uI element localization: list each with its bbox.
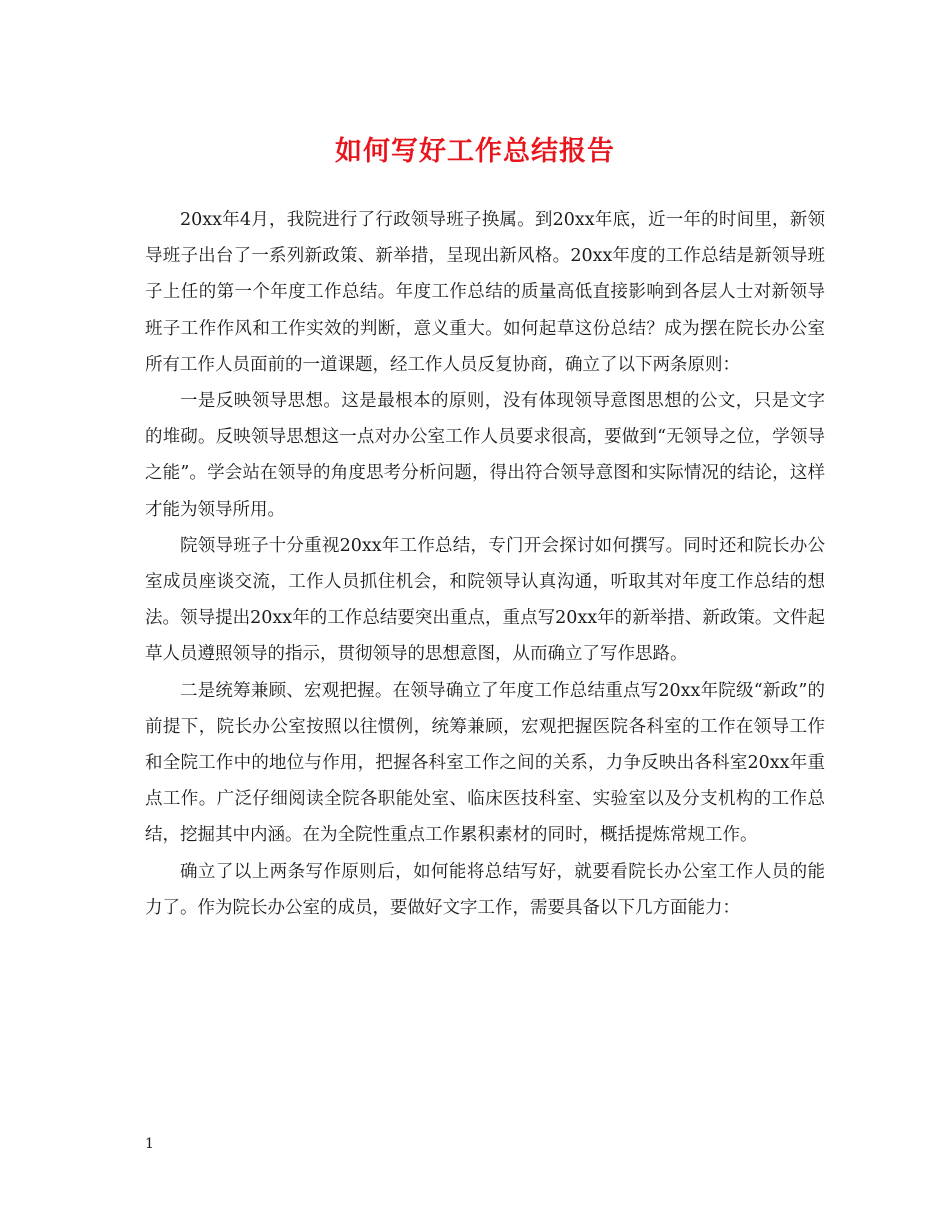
document-title: 如何写好工作总结报告 (335, 136, 615, 167)
paragraph-2: 一是反映领导思想。这是最根本的原则，没有体现领导意图思想的公文，只是文字的堆砌。反映领导思想这一点对办公室工作人员要求很高，要做到“无领导之位，学领导之能”。学会站在领导的角度思考分析问题，得出符合领导意图和实际情况的结论，这样才能为领导所用。 (145, 391, 825, 520)
paragraph-3: 院领导班子十分重视20xx年工作总结，专门开会探讨如何撰写。同时还和院长办公室成员座谈交流，工作人员抓住机会，和院领导认真沟通，听取其对年度工作总结的想法。领导提出20xx年的工作总结要突出重点，重点写20xx年的新举措、新政策。文件起草人员遵照领导的指示，贯彻领导的思想意图，从而确立了写作思路。 (145, 535, 825, 665)
page-number: 1 (145, 1136, 154, 1152)
paragraph-1: 20xx年4月，我院进行了行政领导班子换属。到20xx年底，近一年的时间里，新领导班子出台了一系列新政策、新举措，呈现出新风格。20xx年度的工作总结是新领导班子上任的第一个年度工作总结。年度工作总结的质量高低直接影响到各层人士对新领导班子工作作风和工作实效的判断，意义重大。如何起草这份总结？成为摆在院长办公室所有工作人员面前的一道课题，经工作人员反复协商，确立了以下两条原则： (145, 210, 825, 375)
paragraph-5: 确立了以上两条写作原则后，如何能将总结写好，就要看院长办公室工作人员的能力了。作为院长办公室的成员，要做好文字工作，需要具备以下几方面能力： (145, 861, 825, 918)
paragraph-4: 二是统筹兼顾、宏观把握。在领导确立了年度工作总结重点写20xx年院级“新政”的前提下，院长办公室按照以往惯例，统筹兼顾，宏观把握医院各科室的工作在领导工作和全院工作中的地位与作用，把握各科室工作之间的关系，力争反映出各科室20xx年重点工作。广泛仔细阅读全院各职能处室、临床医技科室、实验室以及分支机构的工作总结，挖掘其中内涵。在为全院性重点工作累积素材的同时，概括提炼常规工作。 (145, 680, 825, 846)
document-body (145, 202, 825, 926)
